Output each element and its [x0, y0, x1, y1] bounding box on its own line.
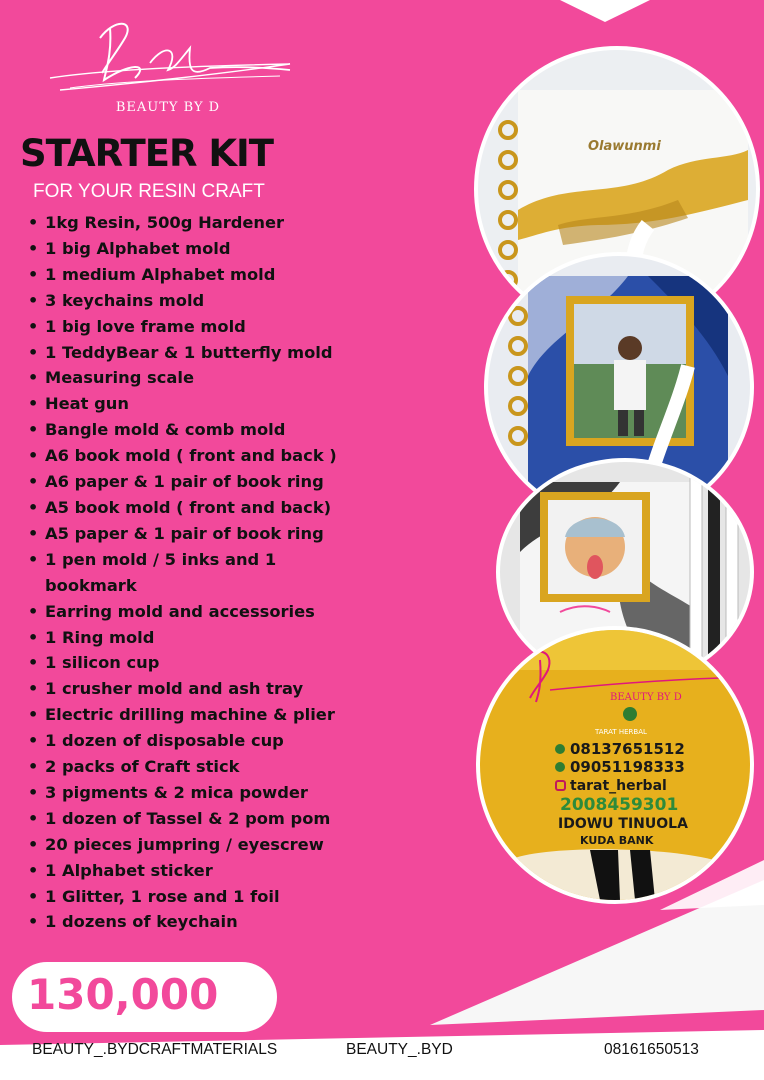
list-item: • 1 silicon cup — [28, 650, 388, 676]
list-item: • A6 book mold ( front and back ) — [28, 443, 388, 469]
price-value: 130,000 — [27, 970, 219, 1019]
brand-logo — [40, 8, 300, 123]
photo1-name: Olawunmi — [588, 139, 661, 154]
photo4-handle: tarat_herbal — [570, 778, 667, 794]
photo4-phone2: 09051198333 — [570, 758, 685, 776]
list-item: • 2 packs of Craft stick — [28, 754, 388, 780]
kit-items-list — [28, 210, 388, 935]
list-item: • 1 dozen of disposable cup — [28, 728, 388, 754]
list-item: • A5 book mold ( front and back) — [28, 495, 388, 521]
photo4-phone1: 08137651512 — [570, 740, 685, 758]
page-title: STARTER KIT — [20, 132, 274, 175]
list-item: • Heat gun — [28, 391, 388, 417]
footer-handle-brand: BEAUTY_.BYD — [346, 1041, 453, 1058]
list-item: • A6 paper & 1 pair of book ring — [28, 469, 388, 495]
list-item: • 1 Glitter, 1 rose and 1 foil — [28, 884, 388, 910]
list-item: • 1 big love frame mold — [28, 314, 388, 340]
list-item: • 1 big Alphabet mold — [28, 236, 388, 262]
list-item: • 20 pieces jumpring / eyescrew — [28, 832, 388, 858]
list-item: • Earring mold and accessories — [28, 599, 388, 625]
photo4-account: 2008459301 — [560, 795, 679, 815]
logo-signature-icon — [40, 8, 300, 108]
list-item: • 1kg Resin, 500g Hardener — [28, 210, 388, 236]
list-item: • 3 pigments & 2 mica powder — [28, 780, 388, 806]
brand-name: BEAUTY BY D — [115, 100, 221, 115]
list-item: • 3 keychains mold — [28, 288, 388, 314]
list-item: • 1 pen mold / 5 inks and 1 bookmark — [28, 547, 335, 599]
photo4-brand: BEAUTY BY D — [610, 692, 682, 703]
list-item: • A5 paper & 1 pair of book ring — [28, 521, 388, 547]
list-item: • 1 crusher mold and ash tray — [28, 676, 388, 702]
footer-handle-materials: BEAUTY_.BYDCRAFTMATERIALS — [32, 1041, 278, 1058]
photo4-bank: KUDA BANK — [580, 834, 654, 847]
list-item: • 1 dozen of Tassel & 2 pom pom — [28, 806, 388, 832]
list-item: • 1 Alphabet sticker — [28, 858, 388, 884]
product-photo-gold-plaque — [476, 626, 754, 904]
footer-phone: 08161650513 — [604, 1041, 699, 1058]
photo4-account-name: IDOWU TINUOLA — [558, 816, 688, 832]
photo4-herbal: TARAT HERBAL — [595, 728, 647, 736]
list-item: • Measuring scale — [28, 365, 388, 391]
list-item: • 1 Ring mold — [28, 625, 388, 651]
list-item: • 1 medium Alphabet mold — [28, 262, 388, 288]
page-subtitle: FOR YOUR RESIN CRAFT — [33, 181, 265, 202]
list-item: • 1 TeddyBear & 1 butterfly mold — [28, 340, 388, 366]
list-item: • Bangle mold & comb mold — [28, 417, 388, 443]
call-icon — [555, 744, 565, 754]
list-item: • 1 dozens of keychain — [28, 909, 388, 935]
whatsapp-icon — [555, 762, 565, 772]
list-item: • Electric drilling machine & plier — [28, 702, 388, 728]
